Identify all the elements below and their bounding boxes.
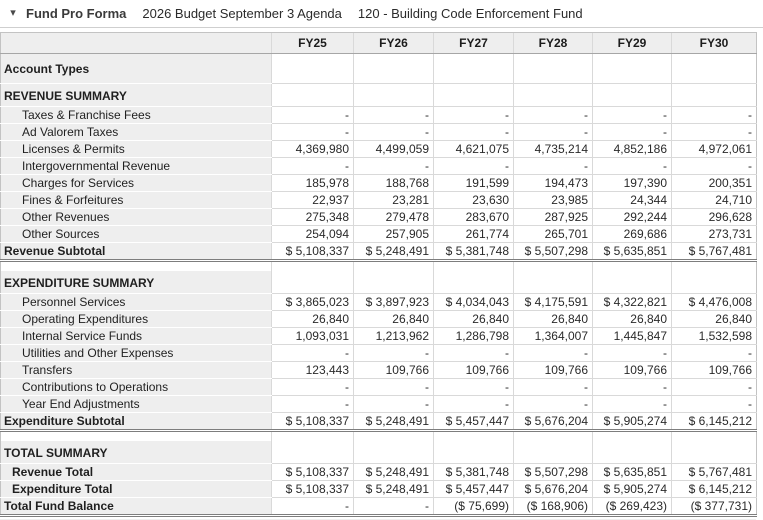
report-header-bar [0,0,763,28]
column-header-row [1,33,757,54]
table-row [1,441,757,464]
row-label: Licenses & Permits [1,141,272,158]
cell-value: - [354,379,434,396]
cell-value [354,261,434,271]
cell-value [672,271,757,294]
report-title: Fund Pro Forma [26,6,127,21]
cell-value [272,84,354,107]
row-label: Charges for Services [1,175,272,192]
table-row [1,362,757,379]
row-label: Intergovernmental Revenue [1,158,272,175]
cell-value: - [593,107,672,124]
cell-value: - [272,107,354,124]
cell-value: ($ 168,906) [514,498,593,516]
row-label: Account Types [1,54,272,84]
cell-value: - [593,345,672,362]
table-row [1,271,757,294]
table-row [1,192,757,209]
row-label: Revenue Total [1,464,272,481]
cell-value: 1,286,798 [434,328,514,345]
row-label [1,431,272,441]
cell-value: $ 5,676,204 [514,413,593,431]
table-row [1,141,757,158]
table-row [1,328,757,345]
table-row [1,243,757,261]
cell-value: $ 5,381,748 [434,464,514,481]
cell-value [434,431,514,441]
cell-value: $ 5,507,298 [514,464,593,481]
row-label: Utilities and Other Expenses [1,345,272,362]
cell-value [354,84,434,107]
cell-value: 273,731 [672,226,757,243]
cell-value: $ 5,248,491 [354,481,434,498]
cell-value [514,54,593,84]
row-label: Other Revenues [1,209,272,226]
cell-value: 23,985 [514,192,593,209]
cell-value: 109,766 [434,362,514,379]
cell-value [514,84,593,107]
cell-value: - [434,124,514,141]
cell-value [672,431,757,441]
cell-value [672,441,757,464]
cell-value: 1,532,598 [672,328,757,345]
cell-value: 279,478 [354,209,434,226]
cell-value: - [672,396,757,413]
row-label: Fines & Forfeitures [1,192,272,209]
cell-value [593,441,672,464]
row-label: Transfers [1,362,272,379]
cell-value: - [272,379,354,396]
row-label: EXPENDITURE SUMMARY [1,271,272,294]
cell-value: - [354,124,434,141]
column-header-fy28: FY28 [514,33,593,54]
cell-value: 1,364,007 [514,328,593,345]
cell-value: - [593,124,672,141]
cell-value: - [272,345,354,362]
cell-value [514,431,593,441]
column-header-fy25: FY25 [272,33,354,54]
cell-value [514,441,593,464]
cell-value: 24,710 [672,192,757,209]
cell-value: 200,351 [672,175,757,192]
cell-value: $ 5,905,274 [593,481,672,498]
cell-value: 275,348 [272,209,354,226]
cell-value: 4,369,980 [272,141,354,158]
cell-value [593,84,672,107]
cell-value: 287,925 [514,209,593,226]
cell-value: - [672,158,757,175]
cell-value: 191,599 [434,175,514,192]
cell-value: - [354,158,434,175]
cell-value [434,271,514,294]
cell-value: - [514,158,593,175]
cell-value: $ 5,248,491 [354,413,434,431]
cell-value: - [354,396,434,413]
cell-value: - [672,124,757,141]
cell-value [514,271,593,294]
row-label: Expenditure Total [1,481,272,498]
cell-value: $ 6,145,212 [672,481,757,498]
cell-value [272,54,354,84]
table-row [1,124,757,141]
cell-value: 26,840 [354,311,434,328]
cell-value: 24,344 [593,192,672,209]
cell-value: - [514,379,593,396]
cell-value: 26,840 [272,311,354,328]
cell-value: 123,443 [272,362,354,379]
cell-value: $ 5,507,298 [514,243,593,261]
cell-value: 1,213,962 [354,328,434,345]
cell-value: - [514,124,593,141]
cell-value: 261,774 [434,226,514,243]
cell-value: - [272,158,354,175]
cell-value [672,54,757,84]
table-row [1,175,757,192]
fund-name: 120 - Building Code Enforcement Fund [357,6,583,21]
table-row [1,226,757,243]
row-label: Operating Expenditures [1,311,272,328]
cell-value: $ 5,248,491 [354,464,434,481]
cell-value: 4,852,186 [593,141,672,158]
table-row [1,431,757,441]
cell-value: 23,281 [354,192,434,209]
cell-value: - [593,396,672,413]
cell-value: $ 5,457,447 [434,413,514,431]
table-row [1,413,757,431]
cell-value [672,84,757,107]
cell-value: - [272,124,354,141]
row-label: Expenditure Subtotal [1,413,272,431]
row-label: Internal Service Funds [1,328,272,345]
cell-value: 194,473 [514,175,593,192]
cell-value [593,271,672,294]
column-header-fy30: FY30 [672,33,757,54]
row-label: Total Fund Balance [1,498,272,516]
row-label: Personnel Services [1,294,272,311]
cell-value: 26,840 [514,311,593,328]
cell-value: $ 4,476,008 [672,294,757,311]
table-row [1,379,757,396]
cell-value: $ 5,767,481 [672,243,757,261]
cell-value: 4,499,059 [354,141,434,158]
cell-value: - [593,158,672,175]
cell-value [434,54,514,84]
cell-value: ($ 75,699) [434,498,514,516]
cell-value [434,441,514,464]
cell-value [593,261,672,271]
cell-value: $ 5,635,851 [593,243,672,261]
cell-value: ($ 269,423) [593,498,672,516]
cell-value: 292,244 [593,209,672,226]
cell-value: $ 3,897,923 [354,294,434,311]
cell-value: 109,766 [354,362,434,379]
cell-value: - [272,498,354,516]
column-header-fy29: FY29 [593,33,672,54]
cell-value: - [672,107,757,124]
cell-value: - [514,396,593,413]
cell-value: 185,978 [272,175,354,192]
cell-value: 4,621,075 [434,141,514,158]
cell-value: - [434,158,514,175]
cell-value [272,261,354,271]
cell-value: - [672,379,757,396]
table-row [1,158,757,175]
cell-value: $ 5,248,491 [354,243,434,261]
row-label: Other Sources [1,226,272,243]
cell-value: - [434,107,514,124]
table-row [1,396,757,413]
column-header-fy27: FY27 [434,33,514,54]
cell-value: - [354,498,434,516]
cell-value: 109,766 [514,362,593,379]
cell-value: - [434,396,514,413]
cell-value: $ 5,108,337 [272,464,354,481]
table-row [1,464,757,481]
proforma-table [0,32,757,517]
cell-value: 26,840 [672,311,757,328]
cell-value: 23,630 [434,192,514,209]
cell-value: ($ 377,731) [672,498,757,516]
row-label: REVENUE SUMMARY [1,84,272,107]
table-row [1,84,757,107]
cell-value [272,431,354,441]
collapse-section-icon[interactable]: ▾ [10,7,16,19]
row-label [1,261,272,271]
cell-value: $ 5,676,204 [514,481,593,498]
table-row [1,345,757,362]
cell-value: 257,905 [354,226,434,243]
cell-value: 26,840 [593,311,672,328]
cell-value: - [593,379,672,396]
table-row [1,294,757,311]
cell-value: 197,390 [593,175,672,192]
cell-value: $ 5,108,337 [272,243,354,261]
cell-value: - [272,396,354,413]
cell-value [672,261,757,271]
cell-value: $ 5,767,481 [672,464,757,481]
cell-value: - [514,107,593,124]
cell-value [514,261,593,271]
cell-value: 1,093,031 [272,328,354,345]
row-label: Contributions to Operations [1,379,272,396]
cell-value: $ 3,865,023 [272,294,354,311]
cell-value: 109,766 [593,362,672,379]
cell-value: $ 5,905,274 [593,413,672,431]
cell-value: 1,445,847 [593,328,672,345]
row-label: Ad Valorem Taxes [1,124,272,141]
cell-value: 265,701 [514,226,593,243]
cell-value: 109,766 [672,362,757,379]
cell-value [434,84,514,107]
cell-value [272,441,354,464]
cell-value: $ 6,145,212 [672,413,757,431]
cell-value [354,441,434,464]
cell-value: 254,094 [272,226,354,243]
cell-value [272,271,354,294]
cell-value: 188,768 [354,175,434,192]
row-label: Taxes & Franchise Fees [1,107,272,124]
cell-value: 22,937 [272,192,354,209]
cell-value: $ 5,457,447 [434,481,514,498]
cell-value [593,54,672,84]
cell-value: - [354,345,434,362]
table-row [1,481,757,498]
budget-name: 2026 Budget September 3 Agenda [142,6,342,21]
row-label: Revenue Subtotal [1,243,272,261]
cell-value: - [434,345,514,362]
table-row [1,261,757,271]
cell-value: 26,840 [434,311,514,328]
cell-value: $ 5,381,748 [434,243,514,261]
cell-value: 4,735,214 [514,141,593,158]
table-row [1,54,757,84]
cell-value: $ 5,108,337 [272,481,354,498]
proforma-table-body [1,54,757,516]
cell-value: 296,628 [672,209,757,226]
cell-value: - [354,107,434,124]
cell-value [354,271,434,294]
row-label: TOTAL SUMMARY [1,441,272,464]
row-label: Year End Adjustments [1,396,272,413]
cell-value: 4,972,061 [672,141,757,158]
table-row [1,209,757,226]
cell-value: $ 4,322,821 [593,294,672,311]
cell-value: 269,686 [593,226,672,243]
table-row [1,498,757,516]
cell-value [354,54,434,84]
column-header-fy26: FY26 [354,33,434,54]
cell-value: - [672,345,757,362]
cell-value [354,431,434,441]
cell-value: - [514,345,593,362]
cell-value: $ 4,034,043 [434,294,514,311]
table-row [1,107,757,124]
cell-value: $ 4,175,591 [514,294,593,311]
cell-value [593,431,672,441]
cell-value: - [434,379,514,396]
cell-value: $ 5,635,851 [593,464,672,481]
column-header-corner [1,33,272,54]
cell-value: 283,670 [434,209,514,226]
table-row [1,311,757,328]
cell-value: $ 5,108,337 [272,413,354,431]
cell-value [434,261,514,271]
